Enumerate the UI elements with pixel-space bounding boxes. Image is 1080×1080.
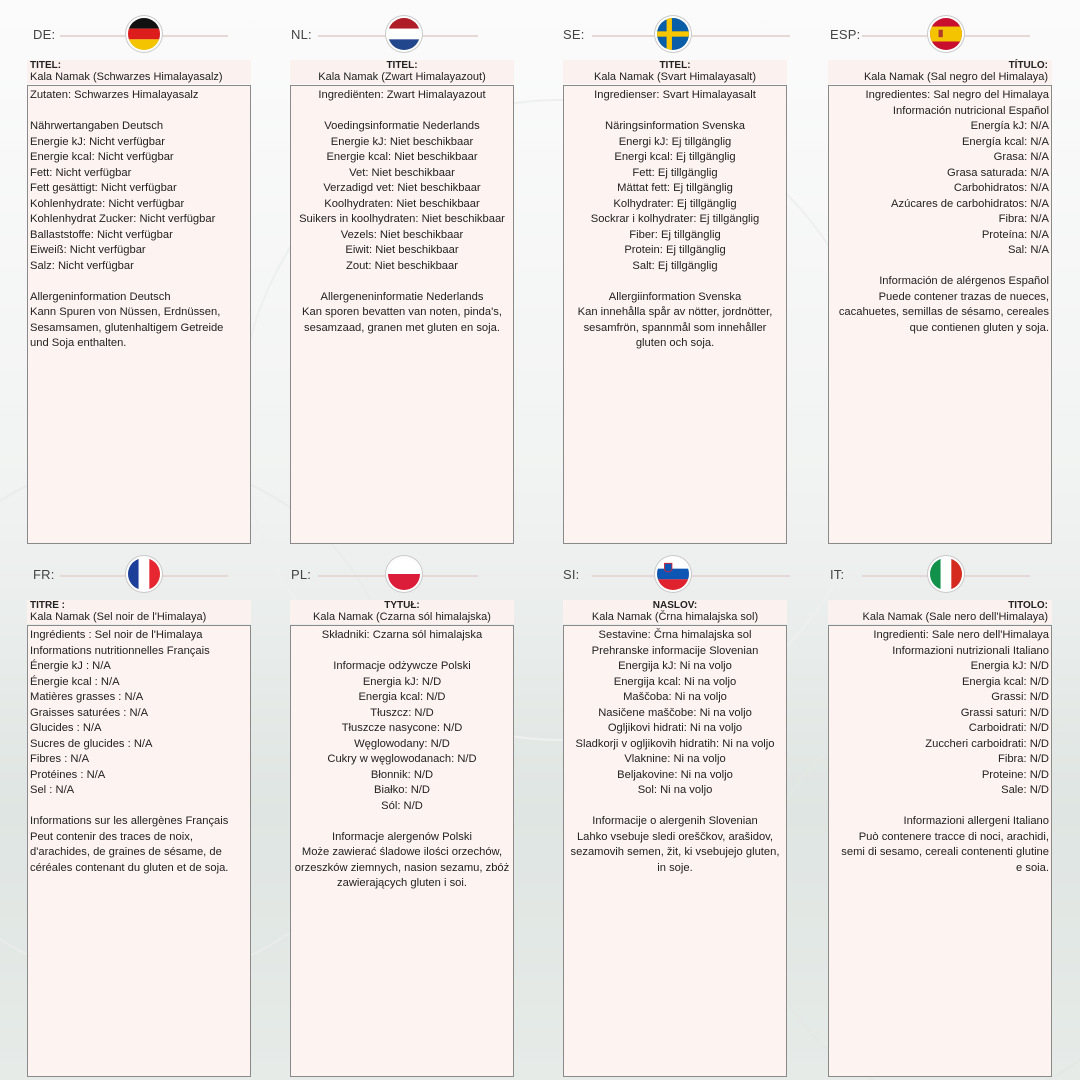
allergen-text: cacahuetes, semillas de sésamo, cereales xyxy=(838,306,1049,318)
nutrition-row: Eiwit: Niet beschikbaar xyxy=(345,244,459,256)
ingredients-line: Ingrédients : Sel noir de l'Himalaya xyxy=(30,629,203,641)
product-title: Kala Namak (Črna himalajska sol) xyxy=(591,611,759,623)
nutrition-row: Zout: Niet beschikbaar xyxy=(346,259,458,272)
allergen-heading: Informations sur les allergènes Français xyxy=(30,815,229,827)
language-code-esp: ESP: xyxy=(830,27,861,42)
product-title: Kala Namak (Sal negro del Himalaya) xyxy=(863,71,1048,83)
title-area xyxy=(27,600,251,624)
nutrition-row: Protein: Ej tillgänglig xyxy=(624,244,726,256)
nutrition-heading: Nährwertangaben Deutsch xyxy=(30,120,164,132)
allergen-text: gluten och soja. xyxy=(635,337,715,349)
product-title: Kala Namak (Sel noir de l'Himalaya) xyxy=(30,611,207,623)
nutrition-row: Fett gesättigt: Nicht verfügbar xyxy=(30,182,177,194)
nutrition-row: Carbohidratos: N/A xyxy=(953,182,1049,194)
allergen-text: Può contenere tracce di noci, arachidi, xyxy=(858,830,1049,843)
nutrition-row: Sale: N/D xyxy=(1001,784,1049,796)
sweden-flag-icon xyxy=(657,18,689,50)
nutrition-row: Mättat fett: Ej tillgänglig xyxy=(617,182,733,194)
nutrition-row: Beljakovine: Ni na voljo xyxy=(617,768,733,781)
nutrition-row: Énergie kJ : N/A xyxy=(30,660,111,672)
nutrition-row: Energie kJ: Nicht verfügbar xyxy=(30,135,165,148)
nutrition-row: Energia kcal: N/D xyxy=(961,675,1049,688)
title-label: TYTUŁ: xyxy=(384,600,420,611)
language-code-de: DE: xyxy=(33,27,56,42)
allergen-heading: Informacje alergenów Polski xyxy=(332,830,472,843)
nutrition-row: Maščoba: Ni na voljo xyxy=(623,691,727,703)
nutrition-row: Sucres de glucides : N/A xyxy=(30,737,153,750)
allergen-text: orzeszków ziemnych, nasion sezamu, zbóż xyxy=(294,861,510,874)
allergen-heading: Informazioni allergeni Italiano xyxy=(903,815,1049,827)
nutrition-row: Kohlenhydrate: Nicht verfügbar xyxy=(30,197,185,210)
nutrition-row: Fibres : N/A xyxy=(30,753,90,765)
nutrition-row: Fibra: N/A xyxy=(998,213,1049,225)
nutrition-heading: Prehranske informacije Slovenian xyxy=(591,644,759,657)
spain-flag-icon xyxy=(930,18,962,50)
title-area xyxy=(828,60,1052,84)
language-code-pl: PL: xyxy=(291,567,312,582)
nutrition-row: Błonnik: N/D xyxy=(370,768,434,781)
nutrition-card-de xyxy=(27,85,251,544)
title-area xyxy=(563,60,787,84)
nutrition-row: Energija kJ: Ni na voljo xyxy=(618,660,732,672)
allergen-text: que contienen gluten y soja. xyxy=(909,321,1049,334)
ingredients-line: Zutaten: Schwarzes Himalayasalz xyxy=(30,89,199,101)
nutrition-row: Vezels: Niet beschikbaar xyxy=(340,228,464,241)
nutrition-row: Energie kJ: Niet beschikbaar xyxy=(330,135,474,148)
allergen-text: Lahko vsebuje sledi oreščkov, arašidov, xyxy=(576,830,774,843)
title-area xyxy=(290,600,514,624)
nutrition-row: Białko: N/D xyxy=(374,784,430,796)
nutrition-row: Energi kcal: Ej tillgänglig xyxy=(614,151,736,163)
nutrition-row: Zuccheri carboidrati: N/D xyxy=(925,737,1049,750)
nutrition-row: Proteína: N/A xyxy=(981,228,1049,241)
allergen-text: und Soja enthalten. xyxy=(30,337,127,349)
ingredients-line: Ingredienser: Svart Himalayasalt xyxy=(594,89,756,101)
nutrition-row: Sladkorji v ogljikovih hidratih: Ni na voljo xyxy=(575,737,775,750)
allergen-text: Kann Spuren von Nüssen, Erdnüssen, xyxy=(30,306,221,318)
product-title: Kala Namak (Sale nero dell'Himalaya) xyxy=(862,611,1048,623)
nutrition-row: Salt: Ej tillgänglig xyxy=(632,259,718,272)
nutrition-row: Vet: Niet beschikbaar xyxy=(349,166,455,179)
language-code-nl: NL: xyxy=(291,27,312,42)
title-label: TITOLO: xyxy=(1008,600,1048,611)
nutrition-row: Glucides : N/A xyxy=(30,722,102,734)
nutrition-row: Proteine: N/D xyxy=(981,768,1049,781)
nutrition-heading: Informazioni nutrizionali Italiano xyxy=(892,644,1049,657)
product-title: Kala Namak (Zwart Himalayazout) xyxy=(318,71,486,83)
nutrition-row: Cukry w węglowodanach: N/D xyxy=(327,753,477,765)
title-label: TITEL: xyxy=(659,60,691,71)
title-label: TITEL: xyxy=(386,60,418,71)
germany-flag-icon xyxy=(128,18,160,50)
title-label: TITRE : xyxy=(30,600,65,611)
title-label: TITEL: xyxy=(30,60,62,71)
nutrition-row: Energía kJ: N/A xyxy=(970,120,1049,132)
allergen-heading: Allergeneninformatie Nederlands xyxy=(320,290,484,303)
nutrition-row: Fett: Ej tillgänglig xyxy=(632,166,718,179)
allergen-text: semi di sesamo, cereali contenenti glutine xyxy=(841,846,1049,858)
ingredients-line: Ingredienti: Sale nero dell'Himalaya xyxy=(873,629,1049,641)
nutrition-row: Protéines : N/A xyxy=(30,768,106,781)
nutrition-card-fr xyxy=(27,625,251,1077)
allergen-heading: Información de alérgenos Español xyxy=(879,275,1049,287)
header-divider xyxy=(592,575,790,577)
nutrition-row: Energija kcal: Ni na voljo xyxy=(613,675,737,688)
nutrition-row: Eiweiß: Nicht verfügbar xyxy=(30,244,146,256)
nutrition-row: Azúcares de carbohidratos: N/A xyxy=(891,197,1049,210)
nutrition-row: Energia kJ: N/D xyxy=(970,660,1049,672)
nutrition-card-nl xyxy=(290,85,514,544)
nutrition-row: Grasa: N/A xyxy=(993,151,1049,163)
france-flag-icon xyxy=(128,558,160,590)
nutrition-row: Sól: N/D xyxy=(381,799,423,812)
allergen-text: zawierających gluten i soi. xyxy=(337,877,467,889)
nutrition-row: Fiber: Ej tillgänglig xyxy=(629,228,721,241)
nutrition-row: Verzadigd vet: Niet beschikbaar xyxy=(323,182,481,194)
language-code-se: SE: xyxy=(563,27,585,42)
nutrition-row: Węglowodany: N/D xyxy=(354,737,450,750)
nutrition-row: Kolhydrater: Ej tillgänglig xyxy=(613,197,737,210)
netherlands-flag-icon xyxy=(388,18,420,50)
nutrition-row: Sockrar i kolhydrater: Ej tillgänglig xyxy=(590,213,760,225)
nutrition-row: Koolhydraten: Niet beschikbaar xyxy=(324,197,480,210)
allergen-text: Kan sporen bevatten van noten, pinda's, xyxy=(302,306,502,318)
nutrition-row: Nasičene maščobe: Ni na voljo xyxy=(598,706,752,719)
language-code-it: IT: xyxy=(830,567,845,582)
nutrition-row: Sel : N/A xyxy=(30,784,75,796)
nutrition-row: Fett: Nicht verfügbar xyxy=(30,166,132,179)
title-area xyxy=(563,600,787,624)
allergen-text: Sesamsamen, glutenhaltigem Getreide xyxy=(30,321,224,334)
nutrition-row: Energie kcal: Niet beschikbaar xyxy=(326,151,478,163)
allergen-text: e soia. xyxy=(1016,861,1049,874)
title-area xyxy=(828,600,1052,624)
nutrition-heading: Voedingsinformatie Nederlands xyxy=(324,120,480,132)
nutrition-row: Energie kcal: Nicht verfügbar xyxy=(30,151,174,163)
nutrition-row: Carboidrati: N/D xyxy=(968,722,1049,734)
allergen-text: Peut contenir des traces de noix, xyxy=(30,830,193,843)
nutrition-row: Graisses saturées : N/A xyxy=(30,706,149,719)
nutrition-row: Salz: Nicht verfügbar xyxy=(30,259,134,272)
allergen-text: Kan innehålla spår av nötter, jordnötter, xyxy=(577,306,773,318)
allergen-text: sezamovih semen, žit, ki vsebujejo gluten, xyxy=(570,846,780,858)
nutrition-row: Grassi saturi: N/D xyxy=(960,706,1049,719)
nutrition-row: Grasa saturada: N/A xyxy=(947,166,1049,179)
product-title: Kala Namak (Svart Himalayasalt) xyxy=(594,71,756,83)
nutrition-row: Énergie kcal : N/A xyxy=(30,675,120,688)
slovenia-flag-icon xyxy=(657,558,689,590)
nutrition-card-se xyxy=(563,85,787,544)
nutrition-heading: Información nutricional Español xyxy=(892,104,1049,117)
allergen-text: Może zawierać śladowe ilości orzechów, xyxy=(301,846,503,858)
allergen-text: céréales contenant du gluten et de soja. xyxy=(30,861,229,874)
title-area xyxy=(290,60,514,84)
allergen-text: d'arachides, de graines de sésame, de xyxy=(30,846,222,858)
allergen-heading: Informacije o alergenih Slovenian xyxy=(592,815,758,827)
nutrition-row: Energia kcal: N/D xyxy=(358,691,446,703)
nutrition-heading: Informations nutritionnelles Français xyxy=(30,644,210,657)
nutrition-row: Kohlenhydrat Zucker: Nicht verfügbar xyxy=(30,213,216,225)
nutrition-card-pl xyxy=(290,625,514,1077)
nutrition-row: Fibra: N/D xyxy=(998,753,1049,765)
nutrition-card-it xyxy=(828,625,1052,1077)
nutrition-card-esp xyxy=(828,85,1052,544)
title-label: TÍTULO: xyxy=(1008,60,1048,71)
nutrition-card-si xyxy=(563,625,787,1077)
nutrition-row: Ogljikovi hidrati: Ni na voljo xyxy=(607,722,743,734)
product-title: Kala Namak (Schwarzes Himalayasalz) xyxy=(30,71,223,83)
nutrition-row: Tłuszcz: N/D xyxy=(370,706,434,719)
nutrition-heading: Näringsinformation Svenska xyxy=(605,120,745,132)
nutrition-row: Energi kJ: Ej tillgänglig xyxy=(618,135,732,148)
poland-flag-icon xyxy=(388,558,420,590)
italy-flag-icon xyxy=(930,558,962,590)
allergen-heading: Allergiinformation Svenska xyxy=(608,290,742,303)
allergen-text: Puede contener trazas de nueces, xyxy=(878,290,1049,303)
ingredients-line: Składniki: Czarna sól himalajska xyxy=(321,629,483,641)
nutrition-row: Suikers in koolhydraten: Niet beschikbaar xyxy=(299,213,505,225)
ingredients-line: Ingredientes: Sal negro del Himalaya xyxy=(865,89,1049,101)
nutrition-heading: Informacje odżywcze Polski xyxy=(333,660,471,672)
language-code-fr: FR: xyxy=(33,567,55,582)
nutrition-row: Sal: N/A xyxy=(1007,244,1049,256)
nutrition-row: Grassi: N/D xyxy=(991,691,1049,703)
nutrition-row: Ballaststoffe: Nicht verfügbar xyxy=(30,228,173,241)
allergen-text: sesamfrön, spannmål som innehåller xyxy=(583,321,767,334)
language-code-si: SI: xyxy=(563,567,580,582)
nutrition-row: Energia kJ: N/D xyxy=(362,675,442,688)
allergen-heading: Allergeninformation Deutsch xyxy=(30,290,171,303)
allergen-text: in soje. xyxy=(657,861,693,874)
header-divider xyxy=(592,35,790,37)
nutrition-row: Energía kcal: N/A xyxy=(961,135,1049,148)
nutrition-row: Vlaknine: Ni na voljo xyxy=(624,753,726,765)
nutrition-row: Matières grasses : N/A xyxy=(30,691,144,703)
ingredients-line: Ingrediënten: Zwart Himalayazout xyxy=(318,89,486,101)
nutrition-row: Tłuszcze nasycone: N/D xyxy=(341,722,463,734)
nutrition-row: Sol: Ni na voljo xyxy=(637,784,713,796)
ingredients-line: Sestavine: Črna himalajska sol xyxy=(598,629,752,641)
title-area xyxy=(27,60,251,84)
product-title: Kala Namak (Czarna sól himalajska) xyxy=(313,611,491,623)
title-label: NASLOV: xyxy=(652,600,698,611)
allergen-text: sesamzaad, granen met gluten en soja. xyxy=(304,321,500,334)
